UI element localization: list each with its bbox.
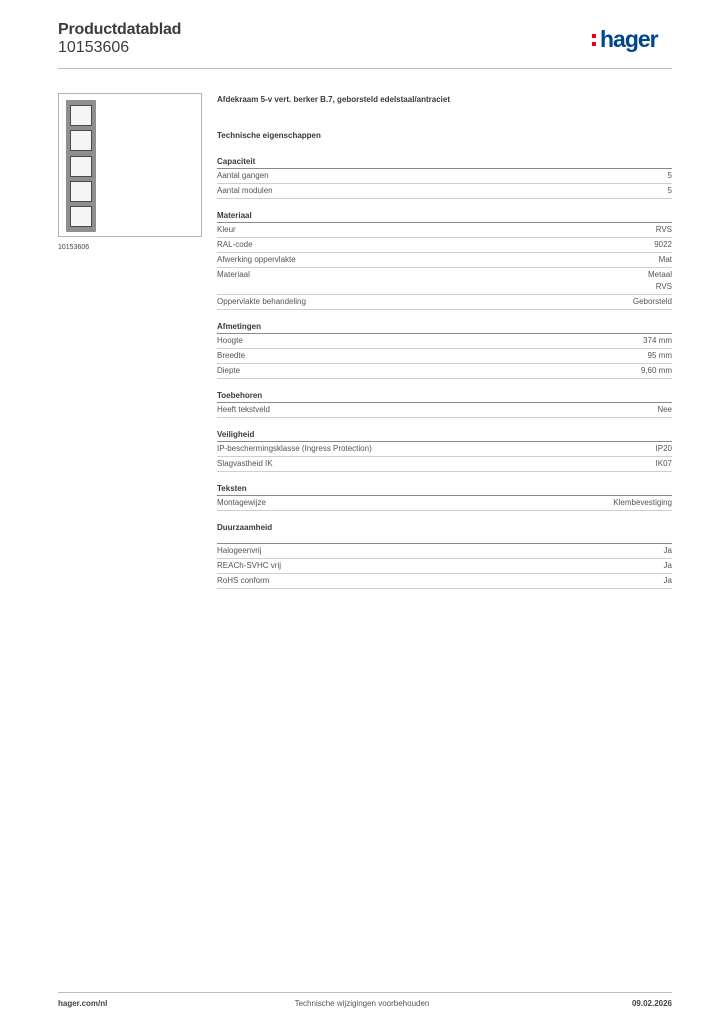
spec-value [648,350,672,362]
spec-value-line: RVS [655,225,672,234]
spec-value [656,458,672,470]
spec-value [668,170,672,182]
spec-label: RoHS conform [217,576,270,585]
spec-row [217,442,672,457]
page-title: Productdatablad [58,21,182,38]
frame-opening [70,105,92,126]
section-heading: Technische eigenschappen [217,131,321,140]
spec-row [217,496,672,511]
spec-value-line: 9,60 mm [640,366,672,375]
spec-value-line: 5 [667,171,672,180]
spec-group [217,209,672,310]
frame-opening [70,156,92,177]
spec-value-line: Nee [657,405,672,414]
spec-label: Breedte [217,351,246,360]
group-heading: Capaciteit [217,155,672,169]
spec-value [648,269,672,293]
spec-row [217,334,672,349]
spec-row [217,574,672,589]
header-divider [58,68,672,69]
group-heading: Afmetingen [217,320,672,334]
spec-group [217,320,672,379]
product-name: Afdekraam 5-v vert. berker B.7, geborsteld edelstaal/antraciet [217,95,450,104]
product-number: 10153606 [58,39,130,56]
spec-value-line: 9022 [654,240,672,249]
spec-row [217,169,672,184]
spec-label: Diepte [217,366,241,375]
spec-value [643,335,672,347]
spec-row [217,403,672,418]
spec-row [217,253,672,268]
spec-group [217,521,672,589]
image-caption: 10153606 [58,244,90,251]
spec-value [664,545,672,557]
spec-value-line: Ja [663,546,672,555]
spec-row [217,238,672,253]
spec-group [217,389,672,418]
hager-logo [592,28,658,51]
spec-label: Heeft tekstveld [217,405,270,414]
spec-row [217,223,672,238]
spec-row [217,364,672,379]
spec-row [217,268,672,295]
spec-value-line: Metaal [647,270,672,279]
footer-date: 09.02.2026 [631,999,672,1008]
group-heading: Toebehoren [217,389,672,403]
spec-value-line: 95 mm [647,351,672,360]
spec-group [217,155,672,199]
footer-divider [58,992,672,993]
frame-opening [70,181,92,202]
spec-value [656,224,672,236]
spec-label: Afwerking oppervlakte [217,255,296,264]
spec-value [659,254,672,266]
spec-label: RAL-code [217,240,253,249]
spec-row [217,559,672,574]
spec-value [633,296,672,308]
spec-label: Halogeenvrij [217,546,262,555]
spec-value [668,185,672,197]
spec-value [657,404,672,416]
product-image [58,93,202,237]
spec-value [664,575,672,587]
spec-value-line: Mat [658,255,672,264]
spec-group [217,482,672,511]
footer-website: hager.com/nl [58,999,108,1008]
spec-label: Oppervlakte behandeling [217,297,306,306]
spec-value-line: Ja [663,561,672,570]
spec-label: REACh-SVHC vrij [217,561,282,570]
frame-opening [70,130,92,151]
spec-value [664,560,672,572]
specifications [217,95,672,589]
spec-value-line: IP20 [655,444,672,453]
spec-value-line: IK07 [655,459,672,468]
spec-row [217,184,672,199]
spec-value [641,365,672,377]
spec-label: Slagvastheid IK [217,459,273,468]
spec-value [656,443,672,455]
spec-row [217,544,672,559]
logo-text: hager [600,26,658,52]
spec-label: Aantal gangen [217,171,269,180]
spec-label: Montagewijze [217,498,266,507]
spec-value-line: 374 mm [643,336,672,345]
spec-label: Materiaal [217,270,250,279]
spec-value-line: Klembevestiging [613,498,672,507]
spec-value-line: Ja [663,576,672,585]
logo-dots-icon [592,32,598,48]
spec-label: Kleur [217,225,236,234]
frame-opening [70,206,92,227]
spec-value-line: 5 [667,186,672,195]
cover-frame-icon [66,100,96,232]
spec-value-line: Geborsteld [632,297,672,306]
group-heading: Veiligheid [217,428,672,442]
spec-label: IP-beschermingsklasse (Ingress Protection) [217,444,372,453]
spec-row [217,349,672,364]
spec-group [217,428,672,472]
spec-row [217,457,672,472]
group-heading: Duurzaamheid [217,521,672,544]
group-heading: Teksten [217,482,672,496]
spec-label: Hoogte [217,336,243,345]
spec-value [613,497,672,509]
spec-label: Aantal modulen [217,186,273,195]
spec-value [654,239,672,251]
spec-row [217,295,672,310]
spec-groups [217,155,672,589]
group-heading: Materiaal [217,209,672,223]
footer-disclaimer: Technische wijzigingen voorbehouden [294,999,430,1008]
spec-value-line: RVS [655,282,672,291]
